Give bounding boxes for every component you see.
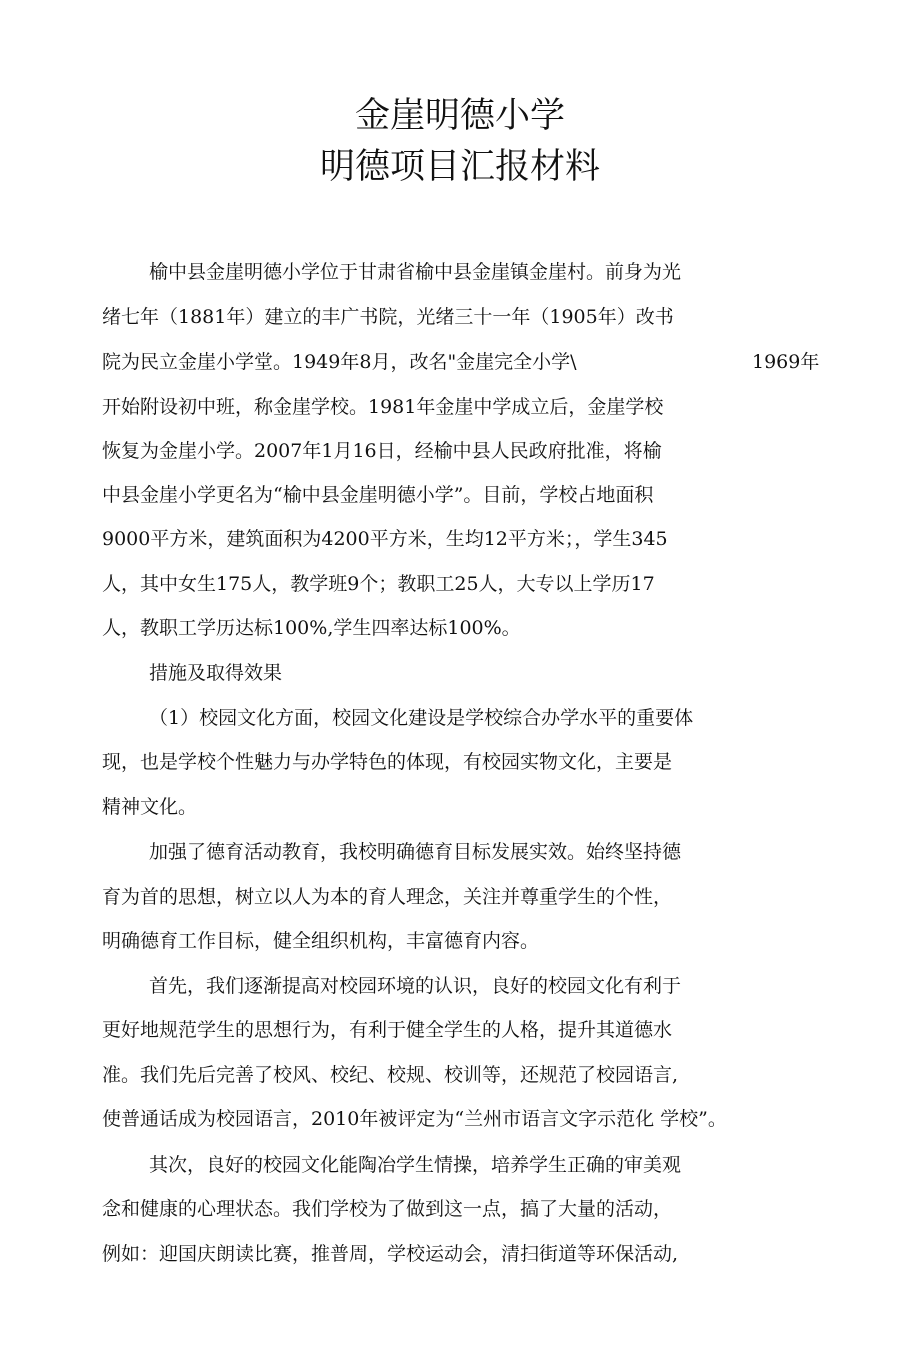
paragraph-line: 准。我们先后完善了校风、校纪、校规、校训等，还规范了校园语言, (102, 1064, 679, 1086)
paragraph-line: 例如：迎国庆朗读比赛，推普周，学校运动会，清扫街道等环保活动, (102, 1243, 679, 1265)
title-report-name: 明德项目汇报材料 (319, 147, 600, 187)
paragraph-line: 加强了德育活动教育，我校明确德育目标发展实效。始终坚持德 (149, 841, 682, 863)
paragraph-line: 现，也是学校个性魅力与办学特色的体现，有校园实物文化，主要是 (102, 751, 673, 773)
paragraph-line: 绪七年（1881年）建立的丰广书院，光绪三十一年（1905年）改书 (102, 306, 674, 328)
paragraph-line: 恢复为金崖小学。2007年1月16日，经榆中县人民政府批准，将榆 (102, 440, 662, 462)
paragraph-line: 其次，良好的校园文化能陶冶学生情操，培养学生正确的审美观 (149, 1154, 682, 1176)
paragraph-line: 更好地规范学生的思想行为，有利于健全学生的人格，提升其道德水 (102, 1019, 673, 1041)
title-school-name: 金崖明德小学 (354, 96, 565, 136)
paragraph-line: 1969年 (752, 351, 820, 373)
paragraph-line: 念和健康的心理状态。我们学校为了做到这一点，搞了大量的活动， (102, 1198, 673, 1220)
paragraph-line: 院为民立金崖小学堂。1949年8月，改名"金崖完全小学\ (102, 351, 577, 373)
paragraph-line: 开始附设初中班，称金崖学校。1981年金崖中学成立后，金崖学校 (102, 396, 664, 418)
paragraph-line: 榆中县金崖明德小学位于甘肃省榆中县金崖镇金崖村。前身为光 (149, 261, 682, 283)
paragraph-line: 中县金崖小学更名为“榆中县金崖明德小学”。目前，学校占地面积 (102, 484, 654, 506)
paragraph-line: 首先，我们逐渐提高对校园环境的认识，良好的校园文化有利于 (149, 975, 682, 997)
paragraph-line: 9000平方米，建筑面积为4200平方米，生均12平方米；，学生345 (102, 528, 668, 550)
paragraph-line: 育为首的思想，树立以人为本的育人理念，关注并尊重学生的个性， (102, 886, 673, 908)
paragraph-line: 使普通话成为校园语言，2010年被评定为“兰州市语言文字示范化 学校”。 (102, 1108, 727, 1130)
paragraph-line: 明确德育工作目标，健全组织机构，丰富德育内容。 (102, 930, 540, 952)
paragraph-line: 人，其中女生175人，教学班9个；教职工25人，大专以上学历17 (102, 573, 655, 595)
section-heading: 措施及取得效果 (149, 662, 283, 684)
paragraph-line: 人，教职工学历达标100%,学生四率达标100%。 (102, 617, 521, 639)
paragraph-line: （1）校园文化方面，校园文化建设是学校综合办学水平的重要体 (149, 707, 694, 729)
paragraph-line: 精神文化。 (102, 796, 198, 818)
